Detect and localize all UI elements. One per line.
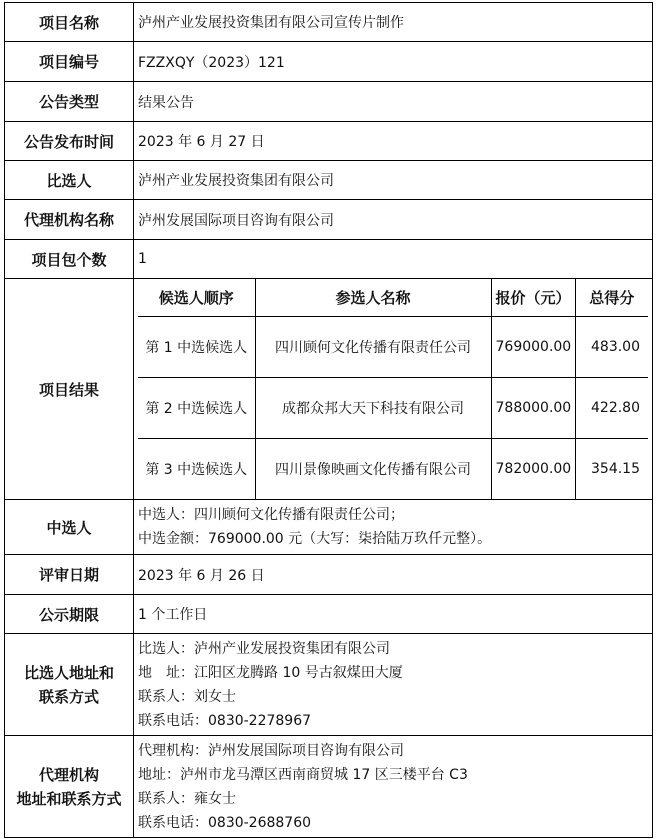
label-project-name: 项目名称 [5,3,134,42]
row-selector-contact [5,634,653,736]
notice-table [4,2,653,838]
label-result: 项目结果 [5,279,134,500]
label-review-date: 评审日期 [5,555,134,595]
result-cell [134,279,653,500]
candidate-score: 422.80 [575,377,648,438]
row-publish-time [5,122,653,161]
value-publish-time: 2023 年 6 月 27 日 [134,122,653,161]
candidate-row [138,438,648,499]
contact-line: 地址：泸州市龙马潭区西南商贸城 17 区三楼平台 C3 [138,766,468,783]
winner-line: 中选人：四川顾何文化传播有限责任公司； [138,507,404,523]
candidate-name: 四川顾何文化传播有限责任公司 [255,316,491,377]
value-selector: 泸州产业发展投资集团有限公司 [134,161,653,200]
value-project-name: 泸州产业发展投资集团有限公司宣传片制作 [134,3,653,42]
row-project-name [5,3,653,42]
label-winner: 中选人 [5,500,134,555]
label-line: 地址和联系方式 [16,789,122,808]
label-selector: 比选人 [5,161,134,200]
candidate-name: 四川景像映画文化传播有限公司 [255,438,491,499]
contact-line: 代理机构：泸州发展国际项目咨询有限公司 [138,742,404,759]
label-notice-period: 公示期限 [5,595,134,634]
candidate-header-row [138,279,648,316]
header-rank: 候选人顺序 [138,279,255,316]
label-selector-contact [5,634,134,736]
winner-amount-line: 中选金额：769000.00 元（大写：柒拾陆万玖仟元整）。 [138,531,492,547]
candidate-score: 354.15 [575,438,648,499]
candidate-name: 成都众邦大天下科技有限公司 [255,377,491,438]
value-review-date: 2023 年 6 月 26 日 [134,555,653,595]
row-winner [5,500,653,555]
label-agency-contact [5,736,134,838]
candidate-table [138,279,648,499]
header-name: 参选人名称 [255,279,491,316]
contact-line: 联系电话：0830-2278967 [138,712,312,729]
label-agency: 代理机构名称 [5,200,134,240]
contact-line: 联系电话：0830-2688760 [138,814,312,831]
row-project-no [5,42,653,82]
value-agency: 泸州发展国际项目咨询有限公司 [134,200,653,240]
candidate-rank: 第 2 中选候选人 [138,377,255,438]
row-package-count [5,240,653,279]
row-agency [5,200,653,240]
value-notice-type: 结果公告 [134,82,653,122]
row-agency-contact [5,736,653,838]
value-selector-contact [134,634,653,736]
candidate-row [138,377,648,438]
candidate-score: 483.00 [575,316,648,377]
contact-line: 比选人：泸州产业发展投资集团有限公司 [138,640,390,657]
header-score: 总得分 [575,279,648,316]
header-price: 报价（元） [491,279,575,316]
value-notice-period: 1 个工作日 [134,595,653,634]
row-notice-period [5,595,653,634]
row-notice-type [5,82,653,122]
candidate-price: 769000.00 [491,316,575,377]
label-notice-type: 公告类型 [5,82,134,122]
row-result [5,279,653,500]
candidate-row [138,316,648,377]
value-agency-contact [134,736,653,838]
label-project-no: 项目编号 [5,42,134,82]
candidate-rank: 第 1 中选候选人 [138,316,255,377]
row-review-date [5,555,653,595]
row-selector [5,161,653,200]
label-publish-time: 公告发布时间 [5,122,134,161]
label-line: 联系方式 [38,687,99,706]
contact-line: 地 址：江阳区龙腾路 10 号古叙煤田大厦 [138,664,403,681]
contact-line: 联系人：刘女士 [138,688,236,705]
candidate-rank: 第 3 中选候选人 [138,438,255,499]
value-winner [134,500,653,555]
value-project-no: FZZXQY（2023）121 [134,42,653,82]
label-line: 代理机构 [38,765,99,784]
contact-line: 联系人：雍女士 [138,790,236,807]
value-package-count: 1 [134,240,653,279]
candidate-price: 782000.00 [491,438,575,499]
candidate-price: 788000.00 [491,377,575,438]
label-line: 比选人地址和 [23,663,114,682]
label-package-count: 项目包个数 [5,240,134,279]
